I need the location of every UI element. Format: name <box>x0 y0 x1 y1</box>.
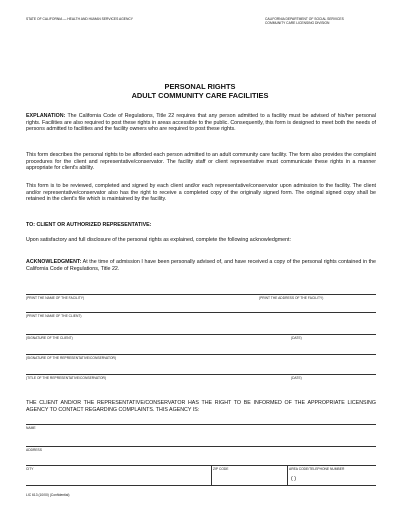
agency-top-line <box>26 424 376 425</box>
phone-divider <box>287 465 288 485</box>
client-name-line[interactable] <box>26 312 376 313</box>
client-signature-caption: (SIGNATURE OF THE CLIENT) <box>26 336 73 340</box>
rights-notice: THE CLIENT AND/OR THE REPRESENTATIVE/CONSERVATOR HAS THE RIGHT TO BE INFORMED OF THE APPROPRIATE LICENSING AGENCY TO CONTACT REGARDING COMPLAINTS. THIS AGENCY IS: <box>26 400 376 413</box>
header-department: CALIFORNIA DEPARTMENT OF SOCIAL SERVICES <box>265 17 344 21</box>
form-subtitle: ADULT COMMUNITY CARE FACILITIES <box>131 91 269 100</box>
facility-name-caption: (PRINT THE NAME OF THE FACILITY) <box>26 296 85 300</box>
client-signature-line[interactable] <box>26 334 376 335</box>
acknowledgment-label: ACKNOWLEDGMENT: <box>26 259 82 265</box>
to-text: Upon satisfactory and full disclosure of the personal rights as explained, complete the following acknowledgment: <box>26 237 291 243</box>
acknowledgment-text: At the time of admission I have been personally advised of, and have received a copy of the personal rights contained in the California Code of Regulations, Title 22. <box>26 259 376 272</box>
rep-title-caption: (TITLE OF THE REPRESENTATIVE/CONSERVATOR) <box>26 376 106 380</box>
agency-city-caption: CITY <box>26 467 34 471</box>
form-number: LIC 613 (10/00) (Confidential) <box>26 493 70 497</box>
header-division: COMMUNITY CARE LICENSING DIVISION <box>265 21 330 25</box>
date-caption-1: (DATE) <box>291 336 302 340</box>
agency-address-caption: ADDRESS <box>26 448 42 452</box>
explanation-label: EXPLANATION: <box>26 113 66 119</box>
rep-signature-caption: (SIGNATURE OF THE REPRESENTATIVE/CONSERVATOR) <box>26 356 117 360</box>
description-paragraph: This form describes the personal rights to be afforded each person admitted to an adult community care facility. The form also provides the complaint procedures for the client and representative/conservator. The facility staff or client representative must communicate these rights in a manner appropriate for client's ability. <box>26 152 376 171</box>
agency-address-line[interactable] <box>26 465 376 466</box>
agency-bottom-line[interactable] <box>26 485 376 486</box>
form-title: PERSONAL RIGHTS <box>164 82 236 91</box>
header-agency: STATE OF CALIFORNIA — HEALTH AND HUMAN SERVICES AGENCY <box>26 17 133 21</box>
agency-phone-caption: AREA CODE/TELEPHONE NUMBER <box>289 467 345 471</box>
acknowledgment-paragraph <box>26 259 376 272</box>
zip-divider <box>211 465 212 485</box>
agency-phone-parens: ( ) <box>291 476 296 482</box>
rep-title-line[interactable] <box>26 374 376 375</box>
client-name-caption: (PRINT THE NAME OF THE CLIENT) <box>26 314 82 318</box>
review-paragraph: This form is to be reviewed, completed and signed by each client and/or each representative/conservator upon admission to the facility. The client and/or representative/conservator also has the right to receive a completed copy of the originally signed form. The original signed copy shall be retained in the client's file which is maintained by the facility. <box>26 183 376 202</box>
explanation-paragraph <box>26 113 376 133</box>
facility-address-caption: (PRINT THE ADDRESS OF THE FACILITY) <box>259 296 324 300</box>
to-heading: TO: CLIENT OR AUTHORIZED REPRESENTATIVE: <box>26 222 152 228</box>
date-caption-2: (DATE) <box>291 376 302 380</box>
rep-signature-line[interactable] <box>26 354 376 355</box>
agency-name-line[interactable] <box>26 446 376 447</box>
agency-zip-caption: ZIP CODE <box>213 467 229 471</box>
facility-line[interactable] <box>26 294 376 295</box>
explanation-text: The California Code of Regulations, Title 22 requires that any person admitted to a facility must be advised of his/her personal rights. Facilities are also required to post these rights in areas accessible to the public. Consequently, this form is designed to meet both the needs of persons admitted to facilities and the facility owners who are required to post these rights. <box>26 113 376 132</box>
agency-name-caption: NAME <box>26 426 36 430</box>
